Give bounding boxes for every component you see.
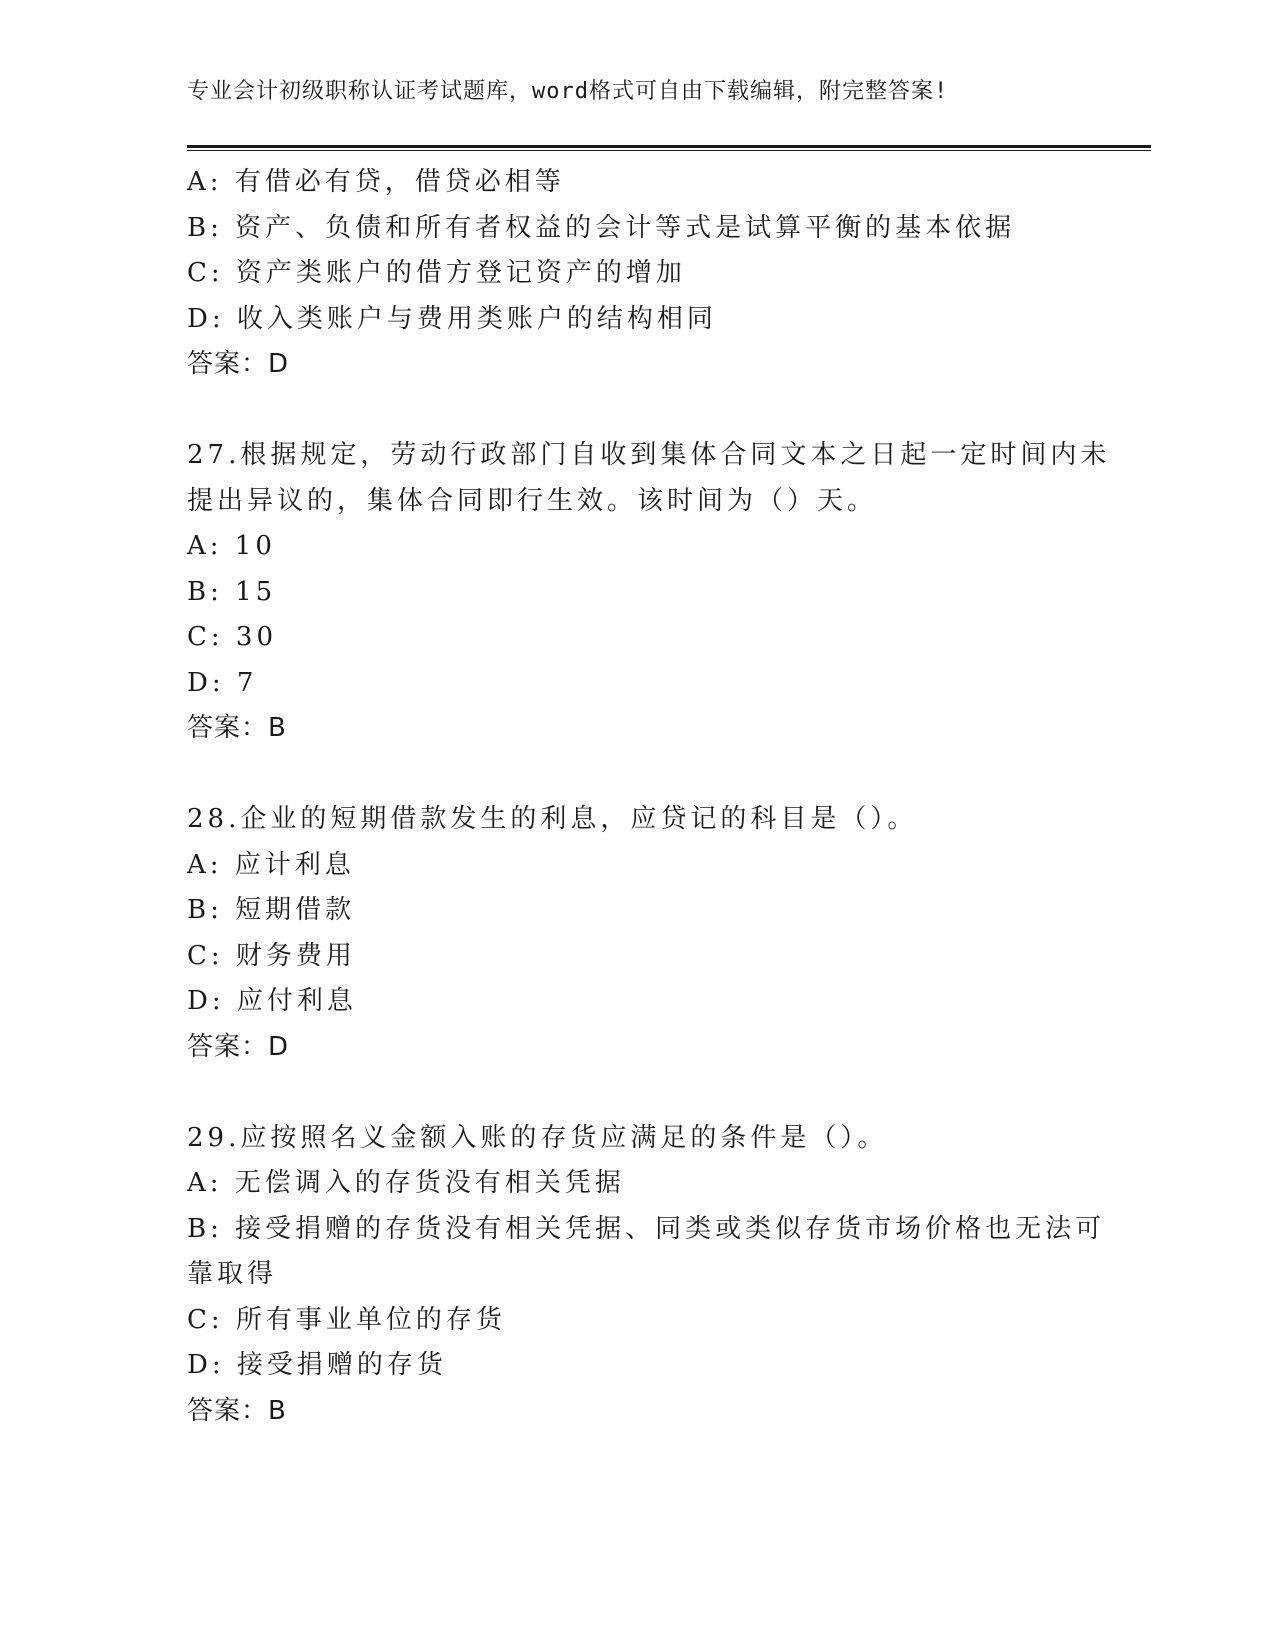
option-d: D: 应付利息: [187, 986, 357, 1016]
question-block: [187, 1116, 1106, 1435]
question-block: [187, 797, 1087, 1070]
answer-line: 答案：B: [187, 713, 287, 743]
answer-line: 答案：D: [187, 1031, 290, 1062]
option-c: C: 30: [187, 622, 278, 652]
option-a: A: 有借必有贷，借贷必相等: [187, 167, 565, 197]
question-text: 29.应按照名义金额入账的存货应满足的条件是（）。: [187, 1122, 888, 1153]
answer-line: 答案：B: [187, 1395, 287, 1426]
option-a: A: 10: [187, 531, 276, 561]
option-b: B: 15: [187, 576, 277, 607]
option-b: B: 短期借款: [187, 895, 356, 925]
spacer: [187, 1070, 1087, 1116]
question-list: [187, 160, 1111, 1434]
option-a: A: 应计利息: [187, 849, 355, 880]
header-rule-thin: [187, 150, 1151, 151]
option-c: C: 资产类账户的借方登记资产的增加: [187, 258, 686, 288]
question-text: 提出异议的，集体合同即行生效。该时间为（）天。: [187, 485, 878, 516]
header-rule-thick: [187, 145, 1151, 148]
spacer: [187, 752, 1087, 798]
option-d: D: 7: [187, 667, 258, 698]
option-d: D: 接受捐赠的存货: [187, 1350, 447, 1380]
option-c: C: 财务费用: [187, 940, 356, 971]
answer-line: 答案：D: [187, 349, 290, 379]
option-b: B: 资产、负债和所有者权益的会计等式是试算平衡的基本依据: [187, 212, 1016, 243]
question-block: [187, 433, 1111, 752]
spacer: [187, 388, 1087, 434]
question-block: [187, 160, 1087, 388]
option-a: A: 无偿调入的存货没有相关凭据: [187, 1168, 625, 1198]
option-b: B: 接受捐赠的存货没有相关凭据、同类或类似存货市场价格也无法可: [187, 1213, 1106, 1244]
page-header: 专业会计初级职称认证考试题库，word格式可自由下载编辑，附完整答案!: [187, 79, 949, 104]
option-d: D: 收入类账户与费用类账户的结构相同: [187, 303, 717, 334]
question-text: 27.根据规定，劳动行政部门自收到集体合同文本之日起一定时间内未: [187, 440, 1111, 470]
question-text: 28.企业的短期借款发生的利息，应贷记的科目是（）。: [187, 804, 918, 834]
option-b-continued: 靠取得: [187, 1259, 278, 1289]
option-c: C: 所有事业单位的存货: [187, 1304, 506, 1335]
